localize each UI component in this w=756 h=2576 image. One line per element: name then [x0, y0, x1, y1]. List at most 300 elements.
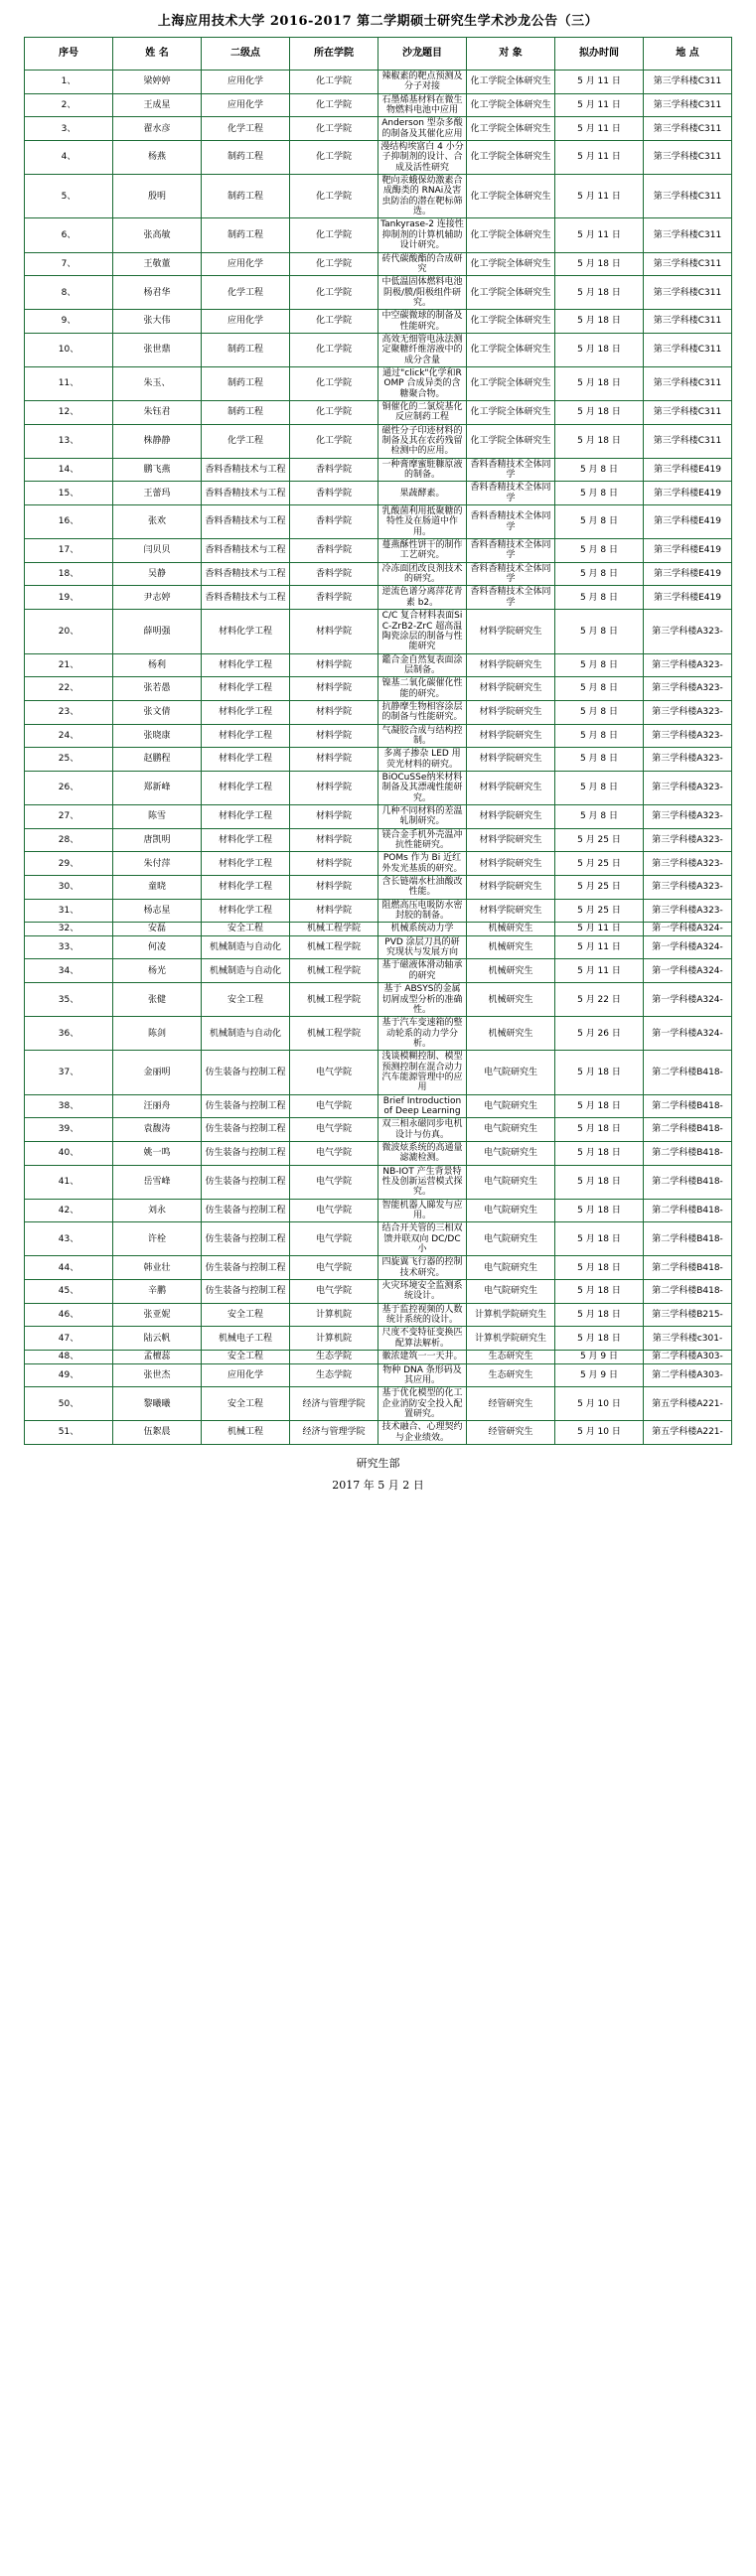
- row-subdiscipline: 香料香精技术与工程: [202, 539, 290, 563]
- table-row: [25, 771, 732, 804]
- table-row: [25, 959, 732, 983]
- row-name: 朱玉、: [113, 366, 202, 400]
- row-name: 薛明强: [113, 610, 202, 653]
- row-time: 5 月 8 日: [555, 653, 644, 677]
- row-name: 赵鹏程: [113, 748, 202, 772]
- row-subdiscipline: 机械工程: [202, 1421, 290, 1445]
- row-time: 5 月 18 日: [555, 1199, 644, 1222]
- row-time: 5 月 25 日: [555, 828, 644, 852]
- row-topic: 镁合金手机外壳温冲抗性能研究。: [378, 828, 467, 852]
- row-index: 37、: [25, 1051, 113, 1094]
- row-college: 香料学院: [290, 482, 378, 505]
- row-place: 第三学科楼E419: [644, 586, 732, 610]
- row-topic: 机械系统动力学: [378, 923, 467, 935]
- row-audience: 化工学院全体研究生: [467, 333, 555, 366]
- row-subdiscipline: 化学工程: [202, 424, 290, 458]
- row-audience: 香料香精技术全体同学: [467, 482, 555, 505]
- table-row: [25, 1141, 732, 1165]
- row-audience: 化工学院全体研究生: [467, 175, 555, 218]
- row-subdiscipline: 材料化学工程: [202, 852, 290, 876]
- row-name: 梁婷婷: [113, 71, 202, 94]
- row-subdiscipline: 安全工程: [202, 1351, 290, 1363]
- footer-department: 研究生部: [356, 1456, 400, 1470]
- row-place: 第五学科楼A221-: [644, 1421, 732, 1445]
- row-index: 32、: [25, 923, 113, 935]
- row-college: 机械工程学院: [290, 923, 378, 935]
- row-index: 8、: [25, 276, 113, 310]
- row-college: 材料学院: [290, 876, 378, 900]
- table-row: [25, 562, 732, 586]
- table-row: [25, 805, 732, 829]
- row-place: 第五学科楼A221-: [644, 1387, 732, 1421]
- footer-date: 2017 年 5 月 2 日: [332, 1478, 424, 1492]
- row-time: 5 月 8 日: [555, 610, 644, 653]
- row-subdiscipline: 安全工程: [202, 1387, 290, 1421]
- row-audience: 香料香精技术全体同学: [467, 458, 555, 482]
- row-time: 5 月 11 日: [555, 923, 644, 935]
- table-row: [25, 458, 732, 482]
- row-place: 第三学科楼E419: [644, 539, 732, 563]
- row-topic: BiOCuSSe纳米材料制备及其漂魂性能研究。: [378, 771, 467, 804]
- row-place: 第二学科楼B418-: [644, 1094, 732, 1118]
- row-subdiscipline: 材料化学工程: [202, 677, 290, 701]
- row-time: 5 月 11 日: [555, 959, 644, 983]
- row-time: 5 月 8 日: [555, 505, 644, 539]
- row-audience: 香料香精技术全体同学: [467, 539, 555, 563]
- row-subdiscipline: 香料香精技术与工程: [202, 586, 290, 610]
- row-name: 张高敏: [113, 218, 202, 252]
- row-time: 5 月 25 日: [555, 852, 644, 876]
- row-subdiscipline: 应用化学: [202, 93, 290, 117]
- row-audience: 香料香精技术全体同学: [467, 586, 555, 610]
- row-time: 5 月 8 日: [555, 458, 644, 482]
- row-subdiscipline: 香料香精技术与工程: [202, 505, 290, 539]
- row-college: 材料学院: [290, 899, 378, 923]
- row-audience: 经管研究生: [467, 1387, 555, 1421]
- row-index: 14、: [25, 458, 113, 482]
- row-index: 11、: [25, 366, 113, 400]
- row-name: 孟檀蕊: [113, 1351, 202, 1363]
- row-place: 第三学科楼C311: [644, 71, 732, 94]
- row-index: 29、: [25, 852, 113, 876]
- row-index: 28、: [25, 828, 113, 852]
- row-index: 7、: [25, 252, 113, 276]
- row-place: 第三学科楼C311: [644, 333, 732, 366]
- row-topic: 通过"click"化学和ROMP 合成异类的含糖聚合物。: [378, 366, 467, 400]
- table-row: [25, 610, 732, 653]
- row-index: 48、: [25, 1351, 113, 1363]
- table-row: [25, 1280, 732, 1304]
- row-index: 21、: [25, 653, 113, 677]
- row-index: 27、: [25, 805, 113, 829]
- row-college: 电气学院: [290, 1280, 378, 1304]
- row-time: 5 月 18 日: [555, 1165, 644, 1199]
- row-place: 第三学科楼C311: [644, 366, 732, 400]
- row-time: 5 月 8 日: [555, 482, 644, 505]
- row-time: 5 月 18 日: [555, 1051, 644, 1094]
- row-topic: 靶向汞蛾保幼激素合成酶类的 RNAi及害虫防治的潜在靶标筛选。: [378, 175, 467, 218]
- row-topic: PVD 涂层刀具的研究现状与发展方向: [378, 935, 467, 959]
- row-place: 第一学科楼A324-: [644, 923, 732, 935]
- row-audience: 化工学院全体研究生: [467, 71, 555, 94]
- row-subdiscipline: 制药工程: [202, 400, 290, 424]
- table-body: [25, 71, 732, 1445]
- row-time: 5 月 18 日: [555, 1141, 644, 1165]
- row-place: 第三学科楼A323-: [644, 899, 732, 923]
- row-time: 5 月 8 日: [555, 700, 644, 724]
- row-place: 第一学科楼A324-: [644, 935, 732, 959]
- table-row: [25, 1017, 732, 1051]
- row-place: 第三学科楼A323-: [644, 771, 732, 804]
- table-row: [25, 1327, 732, 1351]
- row-subdiscipline: 仿生装备与控制工程: [202, 1199, 290, 1222]
- row-index: 49、: [25, 1363, 113, 1387]
- table-row: [25, 586, 732, 610]
- table-row: [25, 333, 732, 366]
- row-place: 第二学科楼B418-: [644, 1280, 732, 1304]
- row-topic: Tankyrase-2 连接性抑制剂的计算机辅助设计研究。: [378, 218, 467, 252]
- row-college: 香料学院: [290, 458, 378, 482]
- row-audience: 电气院研究生: [467, 1222, 555, 1256]
- row-topic: 基于监控视频的人数统计系统的设计。: [378, 1303, 467, 1327]
- row-college: 化工学院: [290, 424, 378, 458]
- row-topic: 四旋翼飞行器的控制技术研究。: [378, 1256, 467, 1280]
- table-row: [25, 852, 732, 876]
- row-audience: 机械研究生: [467, 923, 555, 935]
- row-time: 5 月 18 日: [555, 1222, 644, 1256]
- row-index: 33、: [25, 935, 113, 959]
- row-subdiscipline: 应用化学: [202, 252, 290, 276]
- row-college: 化工学院: [290, 310, 378, 334]
- table-row: [25, 1118, 732, 1142]
- table-row: [25, 828, 732, 852]
- row-college: 机械工程学院: [290, 983, 378, 1017]
- row-audience: 机械研究生: [467, 959, 555, 983]
- table-row: [25, 276, 732, 310]
- row-time: 5 月 11 日: [555, 175, 644, 218]
- table-row: [25, 1199, 732, 1222]
- row-topic: 镍基二氧化碳催化性能的研究。: [378, 677, 467, 701]
- row-index: 2、: [25, 93, 113, 117]
- table-row: [25, 1222, 732, 1256]
- row-subdiscipline: 制药工程: [202, 218, 290, 252]
- row-index: 5、: [25, 175, 113, 218]
- row-name: 唐凯明: [113, 828, 202, 852]
- row-index: 18、: [25, 562, 113, 586]
- row-place: 第三学科楼B215-: [644, 1303, 732, 1327]
- row-topic: 铜催化的二氯烷基化反应制药工程: [378, 400, 467, 424]
- row-name: 杨光: [113, 959, 202, 983]
- row-college: 电气学院: [290, 1165, 378, 1199]
- row-subdiscipline: 材料化学工程: [202, 771, 290, 804]
- row-time: 5 月 25 日: [555, 876, 644, 900]
- row-name: 杨燕: [113, 141, 202, 175]
- table-row: [25, 539, 732, 563]
- row-index: 31、: [25, 899, 113, 923]
- row-subdiscipline: 材料化学工程: [202, 653, 290, 677]
- row-time: 5 月 18 日: [555, 400, 644, 424]
- row-college: 材料学院: [290, 771, 378, 804]
- row-college: 材料学院: [290, 653, 378, 677]
- row-audience: 材料学院研究生: [467, 899, 555, 923]
- row-college: 机械工程学院: [290, 1017, 378, 1051]
- row-audience: 电气院研究生: [467, 1141, 555, 1165]
- row-subdiscipline: 材料化学工程: [202, 828, 290, 852]
- row-name: 杨志星: [113, 899, 202, 923]
- row-place: 第三学科楼E419: [644, 505, 732, 539]
- row-subdiscipline: 仿生装备与控制工程: [202, 1118, 290, 1142]
- row-index: 10、: [25, 333, 113, 366]
- row-subdiscipline: 仿生装备与控制工程: [202, 1051, 290, 1094]
- row-topic: 含长链端水杜油酸改性能。: [378, 876, 467, 900]
- row-time: 5 月 8 日: [555, 771, 644, 804]
- row-college: 化工学院: [290, 141, 378, 175]
- row-time: 5 月 18 日: [555, 252, 644, 276]
- row-index: 51、: [25, 1421, 113, 1445]
- row-time: 5 月 26 日: [555, 1017, 644, 1051]
- row-name: 鹏飞燕: [113, 458, 202, 482]
- row-place: 第三学科楼E419: [644, 482, 732, 505]
- row-subdiscipline: 应用化学: [202, 71, 290, 94]
- row-index: 16、: [25, 505, 113, 539]
- row-topic: 阻燃高压电吸防水密封胶的制备。: [378, 899, 467, 923]
- row-name: 童晓: [113, 876, 202, 900]
- row-index: 12、: [25, 400, 113, 424]
- row-subdiscipline: 机械制造与自动化: [202, 959, 290, 983]
- table-row: [25, 1165, 732, 1199]
- row-college: 生态学院: [290, 1351, 378, 1363]
- row-time: 5 月 11 日: [555, 117, 644, 141]
- row-place: 第三学科楼c301-: [644, 1327, 732, 1351]
- row-audience: 材料学院研究生: [467, 677, 555, 701]
- table-row: [25, 1351, 732, 1363]
- row-audience: 电气院研究生: [467, 1118, 555, 1142]
- row-index: 42、: [25, 1199, 113, 1222]
- row-subdiscipline: 香料香精技术与工程: [202, 482, 290, 505]
- row-college: 材料学院: [290, 677, 378, 701]
- row-place: 第三学科楼C311: [644, 141, 732, 175]
- row-place: 第三学科楼A323-: [644, 828, 732, 852]
- row-index: 13、: [25, 424, 113, 458]
- row-topic: 浅谈模糊控制、模型预测控制在混合动力汽车能源管理中的应用: [378, 1051, 467, 1094]
- row-topic: 果蔬酵素。: [378, 482, 467, 505]
- row-name: 王敬董: [113, 252, 202, 276]
- row-subdiscipline: 香料香精技术与工程: [202, 458, 290, 482]
- row-audience: 化工学院全体研究生: [467, 400, 555, 424]
- row-topic: 几种不同材料的差温轧制研究。: [378, 805, 467, 829]
- row-index: 38、: [25, 1094, 113, 1118]
- row-audience: 材料学院研究生: [467, 771, 555, 804]
- row-topic: 石墨烯基材料在微生物燃料电池中应用: [378, 93, 467, 117]
- row-college: 经济与管理学院: [290, 1387, 378, 1421]
- row-audience: 电气院研究生: [467, 1199, 555, 1222]
- table-row: [25, 653, 732, 677]
- row-topic: 物种 DNA 条形码及其应用。: [378, 1363, 467, 1387]
- row-time: 5 月 25 日: [555, 899, 644, 923]
- row-name: 尹志婷: [113, 586, 202, 610]
- row-audience: 化工学院全体研究生: [467, 276, 555, 310]
- row-place: 第三学科楼E419: [644, 458, 732, 482]
- row-index: 50、: [25, 1387, 113, 1421]
- table-row: [25, 1303, 732, 1327]
- row-place: 第三学科楼C311: [644, 218, 732, 252]
- row-college: 香料学院: [290, 539, 378, 563]
- row-name: 朱钰君: [113, 400, 202, 424]
- row-name: 张亚妮: [113, 1303, 202, 1327]
- row-audience: 电气院研究生: [467, 1051, 555, 1094]
- row-topic: 气凝胶合成与结构控制。: [378, 724, 467, 748]
- table-row: [25, 1051, 732, 1094]
- row-college: 经济与管理学院: [290, 1421, 378, 1445]
- row-college: 电气学院: [290, 1051, 378, 1094]
- row-time: 5 月 8 日: [555, 586, 644, 610]
- row-place: 第二学科楼B418-: [644, 1165, 732, 1199]
- row-audience: 材料学院研究生: [467, 724, 555, 748]
- row-place: 第二学科楼A303-: [644, 1351, 732, 1363]
- row-audience: 材料学院研究生: [467, 748, 555, 772]
- row-time: 5 月 8 日: [555, 805, 644, 829]
- row-name: 辛鹏: [113, 1280, 202, 1304]
- table-row: [25, 175, 732, 218]
- row-time: 5 月 8 日: [555, 562, 644, 586]
- row-college: 电气学院: [290, 1094, 378, 1118]
- row-college: 计算机院: [290, 1327, 378, 1351]
- row-college: 化工学院: [290, 333, 378, 366]
- row-index: 9、: [25, 310, 113, 334]
- row-time: 5 月 11 日: [555, 93, 644, 117]
- row-time: 5 月 18 日: [555, 1303, 644, 1327]
- row-college: 材料学院: [290, 748, 378, 772]
- row-audience: 经管研究生: [467, 1421, 555, 1445]
- table-row: [25, 724, 732, 748]
- row-topic: C/C 复合材料表面SiC-ZrB2-ZrC 超高温陶瓷涂层的制备与性能研究: [378, 610, 467, 653]
- row-name: 陆云帆: [113, 1327, 202, 1351]
- row-index: 41、: [25, 1165, 113, 1199]
- row-name: 伍絮晨: [113, 1421, 202, 1445]
- row-time: 5 月 18 日: [555, 424, 644, 458]
- row-name: 张晓康: [113, 724, 202, 748]
- table-row: [25, 1421, 732, 1445]
- row-place: 第三学科楼A323-: [644, 653, 732, 677]
- row-audience: 电气院研究生: [467, 1256, 555, 1280]
- row-subdiscipline: 仿生装备与控制工程: [202, 1222, 290, 1256]
- row-topic: 漫结构埃富白 4 小分子抑制剂的设计、合成及活性研究: [378, 141, 467, 175]
- row-index: 34、: [25, 959, 113, 983]
- table-row: [25, 117, 732, 141]
- row-subdiscipline: 仿生装备与控制工程: [202, 1256, 290, 1280]
- row-audience: 材料学院研究生: [467, 610, 555, 653]
- row-college: 材料学院: [290, 828, 378, 852]
- row-name: 张欢: [113, 505, 202, 539]
- table-row: [25, 1363, 732, 1387]
- row-index: 43、: [25, 1222, 113, 1256]
- row-audience: 计算机学院研究生: [467, 1327, 555, 1351]
- table-row: [25, 677, 732, 701]
- table-row: [25, 218, 732, 252]
- row-college: 电气学院: [290, 1141, 378, 1165]
- row-place: 第三学科楼A323-: [644, 724, 732, 748]
- row-name: 张健: [113, 983, 202, 1017]
- row-index: 30、: [25, 876, 113, 900]
- row-time: 5 月 8 日: [555, 539, 644, 563]
- row-place: 第三学科楼A323-: [644, 852, 732, 876]
- row-index: 26、: [25, 771, 113, 804]
- table-row: [25, 1256, 732, 1280]
- row-place: 第一学科楼A324-: [644, 959, 732, 983]
- row-place: 第三学科楼A323-: [644, 748, 732, 772]
- row-topic: 一种膏摩蜜駐糠原液的制备。: [378, 458, 467, 482]
- row-topic: 基于 ABSYS的金属切屑成型分析的准确性。: [378, 983, 467, 1017]
- row-name: 株静静: [113, 424, 202, 458]
- row-college: 电气学院: [290, 1256, 378, 1280]
- row-place: 第一学科楼A324-: [644, 1017, 732, 1051]
- row-index: 20、: [25, 610, 113, 653]
- row-topic: 尺度不变特征变换匹配算法解析。: [378, 1327, 467, 1351]
- row-place: 第三学科楼A323-: [644, 700, 732, 724]
- row-name: 杨利: [113, 653, 202, 677]
- row-audience: 化工学院全体研究生: [467, 310, 555, 334]
- row-subdiscipline: 材料化学工程: [202, 700, 290, 724]
- row-index: 3、: [25, 117, 113, 141]
- row-audience: 材料学院研究生: [467, 852, 555, 876]
- row-subdiscipline: 材料化学工程: [202, 610, 290, 653]
- row-time: 5 月 22 日: [555, 983, 644, 1017]
- table-row: [25, 876, 732, 900]
- row-college: 电气学院: [290, 1199, 378, 1222]
- row-time: 5 月 18 日: [555, 1094, 644, 1118]
- row-topic: 中低温固体燃料电池阴极/膜/阳极组件研究。: [378, 276, 467, 310]
- row-audience: 化工学院全体研究生: [467, 424, 555, 458]
- row-index: 6、: [25, 218, 113, 252]
- row-topic: 辣椒素的靶点预测及分子对接: [378, 71, 467, 94]
- row-subdiscipline: 制药工程: [202, 141, 290, 175]
- header-college: 所在学院: [290, 38, 378, 71]
- row-subdiscipline: 制药工程: [202, 175, 290, 218]
- row-name: 张世杰: [113, 1363, 202, 1387]
- row-index: 39、: [25, 1118, 113, 1142]
- row-subdiscipline: 材料化学工程: [202, 748, 290, 772]
- header-time: 拟办时间: [555, 38, 644, 71]
- row-place: 第二学科楼B418-: [644, 1256, 732, 1280]
- salon-announcement-table: [24, 37, 732, 1445]
- row-time: 5 月 11 日: [555, 935, 644, 959]
- row-time: 5 月 11 日: [555, 141, 644, 175]
- row-topic: 砖代碳酸酯的合成研究: [378, 252, 467, 276]
- row-name: 王成星: [113, 93, 202, 117]
- row-college: 材料学院: [290, 805, 378, 829]
- header-index: 序号: [25, 38, 113, 71]
- row-name: 张文倩: [113, 700, 202, 724]
- row-audience: 电气院研究生: [467, 1280, 555, 1304]
- row-place: 第三学科楼E419: [644, 562, 732, 586]
- row-subdiscipline: 机械电子工程: [202, 1327, 290, 1351]
- row-subdiscipline: 应用化学: [202, 1363, 290, 1387]
- row-college: 机械工程学院: [290, 935, 378, 959]
- table-row: [25, 482, 732, 505]
- row-time: 5 月 8 日: [555, 677, 644, 701]
- row-time: 5 月 18 日: [555, 366, 644, 400]
- header-topic: 沙龙题目: [378, 38, 467, 71]
- row-subdiscipline: 材料化学工程: [202, 724, 290, 748]
- row-college: 化工学院: [290, 400, 378, 424]
- row-subdiscipline: 香料香精技术与工程: [202, 562, 290, 586]
- row-name: 陈雪: [113, 805, 202, 829]
- row-index: 15、: [25, 482, 113, 505]
- row-topic: NB-IOT 产生背景特性及创新运营模式探究。: [378, 1165, 467, 1199]
- row-audience: 电气院研究生: [467, 1094, 555, 1118]
- row-index: 19、: [25, 586, 113, 610]
- row-college: 化工学院: [290, 252, 378, 276]
